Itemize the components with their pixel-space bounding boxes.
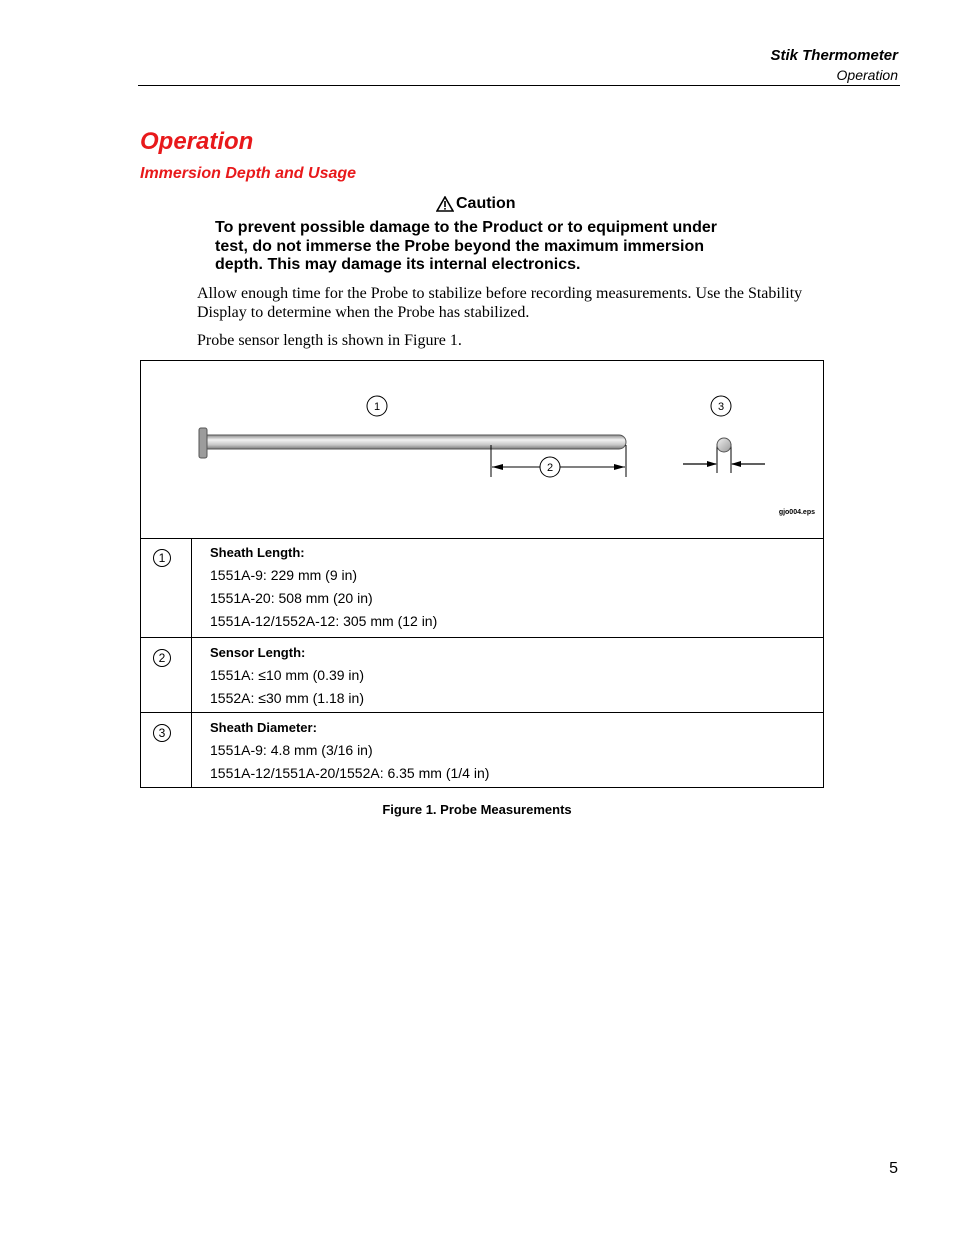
warning-triangle-icon xyxy=(436,196,454,212)
probe-illustration xyxy=(141,361,823,539)
table-row xyxy=(141,638,823,713)
figure-probe-measurements xyxy=(140,360,824,788)
row-line: 1551A-12/1552A-12: 305 mm (12 in) xyxy=(210,613,438,629)
row-line: 1551A: ≤10 mm (0.39 in) xyxy=(210,667,364,683)
subsection-heading: Immersion Depth and Usage xyxy=(140,165,357,182)
probe-diagram xyxy=(141,361,823,538)
running-header-section: Operation xyxy=(836,67,898,83)
probe-end-view xyxy=(717,438,731,452)
row-line: 1551A-9: 229 mm (9 in) xyxy=(210,567,358,583)
callout-3-label: 3 xyxy=(717,401,725,413)
row-number-2: 2 xyxy=(153,649,171,667)
callout-1-label: 1 xyxy=(373,401,381,413)
row-number-1: 1 xyxy=(153,549,171,567)
caution-heading xyxy=(436,195,516,213)
row-title-sheath-length: Sheath Length: xyxy=(210,545,305,560)
row-line: 1551A-12/1551A-20/1552A: 6.35 mm (1/4 in) xyxy=(210,765,490,781)
page-number: 5 xyxy=(889,1160,898,1177)
sensor-arrow-left xyxy=(492,464,503,470)
diameter-arrow-left-head xyxy=(707,461,717,467)
caution-text: To prevent possible damage to the Product or to equipment under test, do not immerse the Probe beyond the maximum immersion depth. This may damage its internal electronics. xyxy=(215,219,717,273)
figure-caption: Figure 1. Probe Measurements xyxy=(382,802,572,817)
caution-label: Caution xyxy=(456,195,516,212)
sensor-arrow-right xyxy=(614,464,625,470)
callout-2-label: 2 xyxy=(546,462,554,474)
row-title-sheath-diameter: Sheath Diameter: xyxy=(210,720,317,735)
probe-handle xyxy=(199,428,207,458)
running-header-title: Stik Thermometer xyxy=(770,47,898,64)
row-title-sensor-length: Sensor Length: xyxy=(210,645,306,660)
row-line: 1551A-20: 508 mm (20 in) xyxy=(210,590,373,606)
section-heading: Operation xyxy=(140,128,254,155)
diameter-arrow-right-head xyxy=(731,461,741,467)
header-rule xyxy=(138,85,900,86)
paragraph-figure-ref: Probe sensor length is shown in Figure 1. xyxy=(197,332,462,349)
figure-file-code: gjo004.eps xyxy=(778,509,815,516)
probe-sheath xyxy=(207,435,626,449)
table-row xyxy=(141,713,823,787)
paragraph-stabilize: Allow enough time for the Probe to stabilize before recording measurements. Use the Stability Display to determine when the Probe has stabilized. xyxy=(197,285,803,321)
row-number-3: 3 xyxy=(153,724,171,742)
row-line: 1552A: ≤30 mm (1.18 in) xyxy=(210,690,364,706)
table-row xyxy=(141,538,823,638)
row-line: 1551A-9: 4.8 mm (3/16 in) xyxy=(210,742,373,758)
